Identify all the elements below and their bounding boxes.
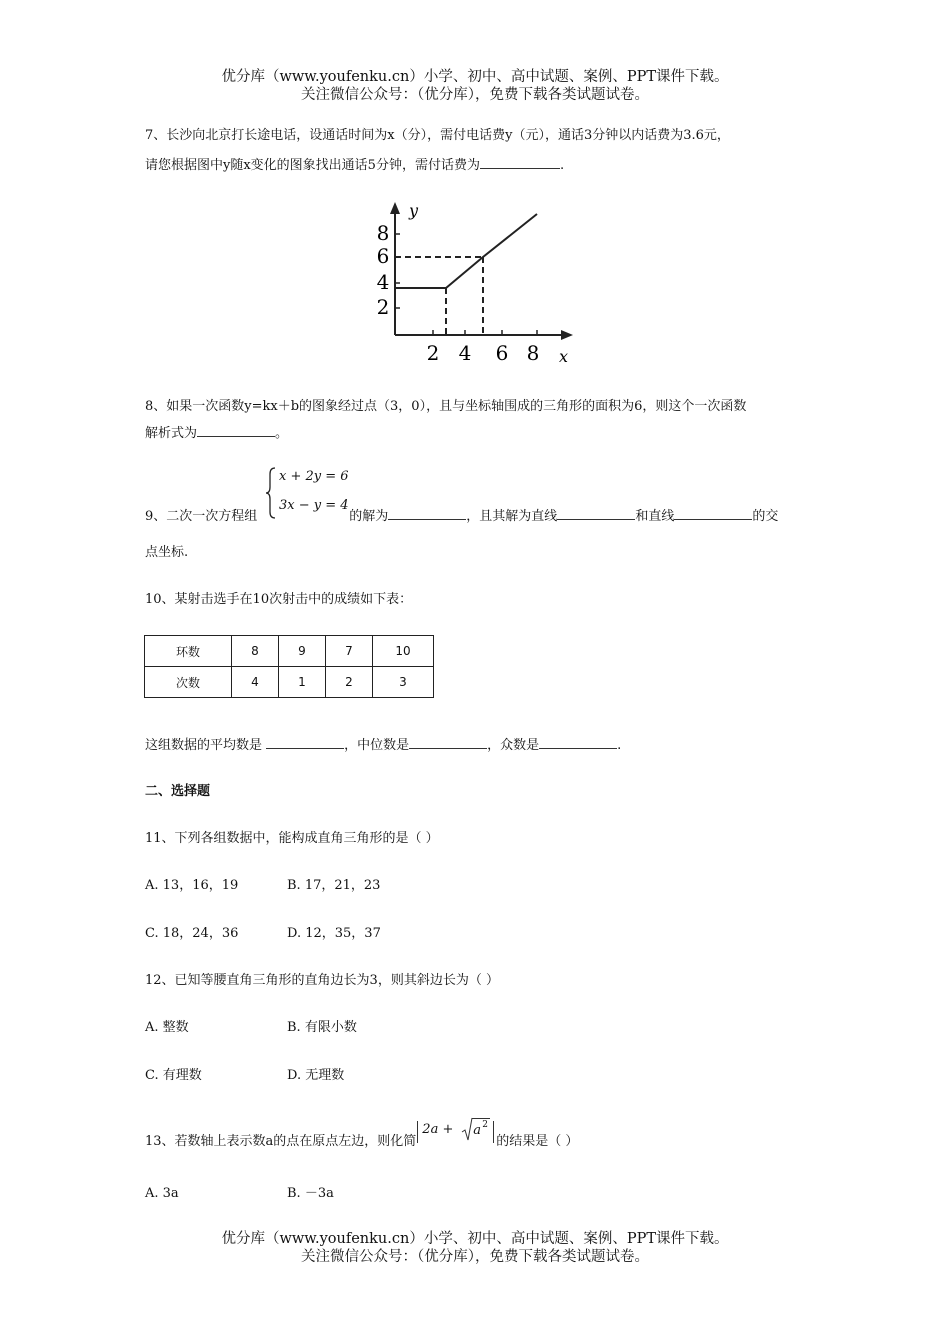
q13-expression — [416, 1120, 496, 1147]
table-row — [145, 667, 434, 698]
y-label-6: 6 — [376, 244, 390, 268]
q13-expr-a: 2a + — [422, 1122, 454, 1137]
table-cell: 次数 — [145, 667, 232, 698]
q10-after-a: 这组数据的平均数是 — [145, 738, 267, 753]
y-label-2: 2 — [376, 295, 390, 319]
q9-eq-1: x + 2y = 6 — [279, 469, 349, 484]
x-label-8: 8 — [526, 341, 540, 365]
y-label-4: 4 — [376, 270, 390, 294]
table-cell: 3 — [373, 667, 434, 698]
x-label-4: 4 — [458, 341, 472, 365]
q7-end: . — [559, 158, 565, 173]
q13-suffix: 的结果是（ ） — [496, 1134, 579, 1149]
q10-blank-mode — [539, 735, 617, 749]
q13-prefix: 13、若数轴上表示数a的点在原点左边，则化简 — [145, 1134, 417, 1149]
q12-option-c: C. 有理数 — [145, 1068, 202, 1083]
q9-mid-1: 的解为 — [349, 509, 389, 524]
q12-option-d: D. 无理数 — [287, 1068, 345, 1083]
q7-line-2 — [145, 155, 564, 175]
q10-blank-median — [409, 735, 487, 749]
footer-line-1: 优分库（www.youfenku.cn）小学、初中、高中试题、案例、PPT课件下载。 — [221, 1231, 729, 1247]
table-cell: 10 — [373, 636, 434, 667]
q9-mid-3: 和直线 — [635, 509, 675, 524]
q9-line-1 — [145, 506, 778, 526]
q10-stats-line — [145, 735, 621, 755]
q10-after-c: ，众数是 — [487, 738, 540, 753]
header-line-2: 关注微信公众号：（优分库），免费下载各类试题试卷。 — [301, 87, 649, 103]
q9-tail: 的交 — [752, 509, 779, 524]
q9-prefix: 9、二次一次方程组 — [145, 509, 258, 524]
table-cell: 环数 — [145, 636, 232, 667]
header-line-1: 优分库（www.youfenku.cn）小学、初中、高中试题、案例、PPT课件下载。 — [221, 69, 729, 85]
table-cell: 8 — [232, 636, 279, 667]
q9-blank-3 — [674, 506, 752, 520]
table-cell: 1 — [279, 667, 326, 698]
q8-text: 解析式为 — [145, 426, 198, 441]
y-label-8: 8 — [376, 221, 390, 245]
q11-option-a: A. 13，16，19 — [145, 878, 239, 893]
q11-option-c: C. 18，24，36 — [145, 926, 239, 941]
q9-blank-1 — [388, 506, 466, 520]
footer-line-2: 关注微信公众号：（优分库），免费下载各类试题试卷。 — [301, 1249, 649, 1265]
x-label-2: 2 — [426, 341, 440, 365]
q7-text: 请您根据图中y随x变化的图象找出通话5分钟，需付话费为 — [145, 158, 480, 173]
q11-text: 11、下列各组数据中，能构成直角三角形的是（ ） — [145, 831, 439, 846]
y-axis-arrow — [390, 202, 400, 214]
q7-answer-blank — [480, 155, 560, 169]
x-axis-arrow — [561, 330, 573, 340]
q13-expr-rad: a — [473, 1123, 482, 1138]
q13-expr-sup: 2 — [482, 1120, 489, 1130]
table-cell: 9 — [279, 636, 326, 667]
q10-blank-mean — [266, 735, 344, 749]
q12-option-a: A. 整数 — [145, 1020, 189, 1035]
q10-end: . — [617, 738, 622, 753]
q10-after-b: ，中位数是 — [344, 738, 410, 753]
table-cell: 2 — [326, 667, 373, 698]
phone-fee-graph — [365, 196, 580, 368]
q9-mid-2: ，且其解为直线 — [466, 509, 558, 524]
section-2-title: 二、选择题 — [145, 784, 211, 799]
x-axis-label: x — [559, 347, 569, 366]
sqrt-icon — [461, 1117, 473, 1143]
score-table — [144, 635, 434, 698]
q13-option-b: B. －3a — [287, 1186, 334, 1201]
q8-line-1: 8、如果一次函数y=kx＋b的图象经过点（3，0），且与坐标轴围成的三角形的面积为6，则这个一次函数 — [145, 399, 747, 414]
x-label-6: 6 — [495, 341, 509, 365]
q11-option-b: B. 17，21，23 — [287, 878, 381, 893]
table-cell: 4 — [232, 667, 279, 698]
q9-eq-2: 3x − y = 4 — [279, 498, 349, 513]
q8-line-2 — [145, 423, 288, 443]
q9-blank-2 — [557, 506, 635, 520]
q8-end: 。 — [275, 426, 289, 441]
q13-line — [145, 1120, 579, 1151]
q13-option-a: A. 3a — [145, 1186, 179, 1201]
q8-answer-blank — [197, 423, 275, 437]
q9-line-2: 点坐标. — [145, 545, 189, 560]
y-axis-label: y — [409, 201, 419, 220]
q10-text: 10、某射击选手在10次射击中的成绩如下表： — [145, 592, 413, 607]
q7-line-1: 7、长沙向北京打长途电话，设通话时间为x（分），需付电话费y（元），通话3分钟以内话费为3.6元， — [145, 128, 730, 143]
q11-option-d: D. 12，35，37 — [287, 926, 381, 941]
table-row — [145, 636, 434, 667]
table-cell: 7 — [326, 636, 373, 667]
q12-option-b: B. 有限小数 — [287, 1020, 357, 1035]
q12-text: 12、已知等腰直角三角形的直角边长为3，则其斜边长为（ ） — [145, 973, 499, 988]
fee-line — [395, 214, 537, 288]
